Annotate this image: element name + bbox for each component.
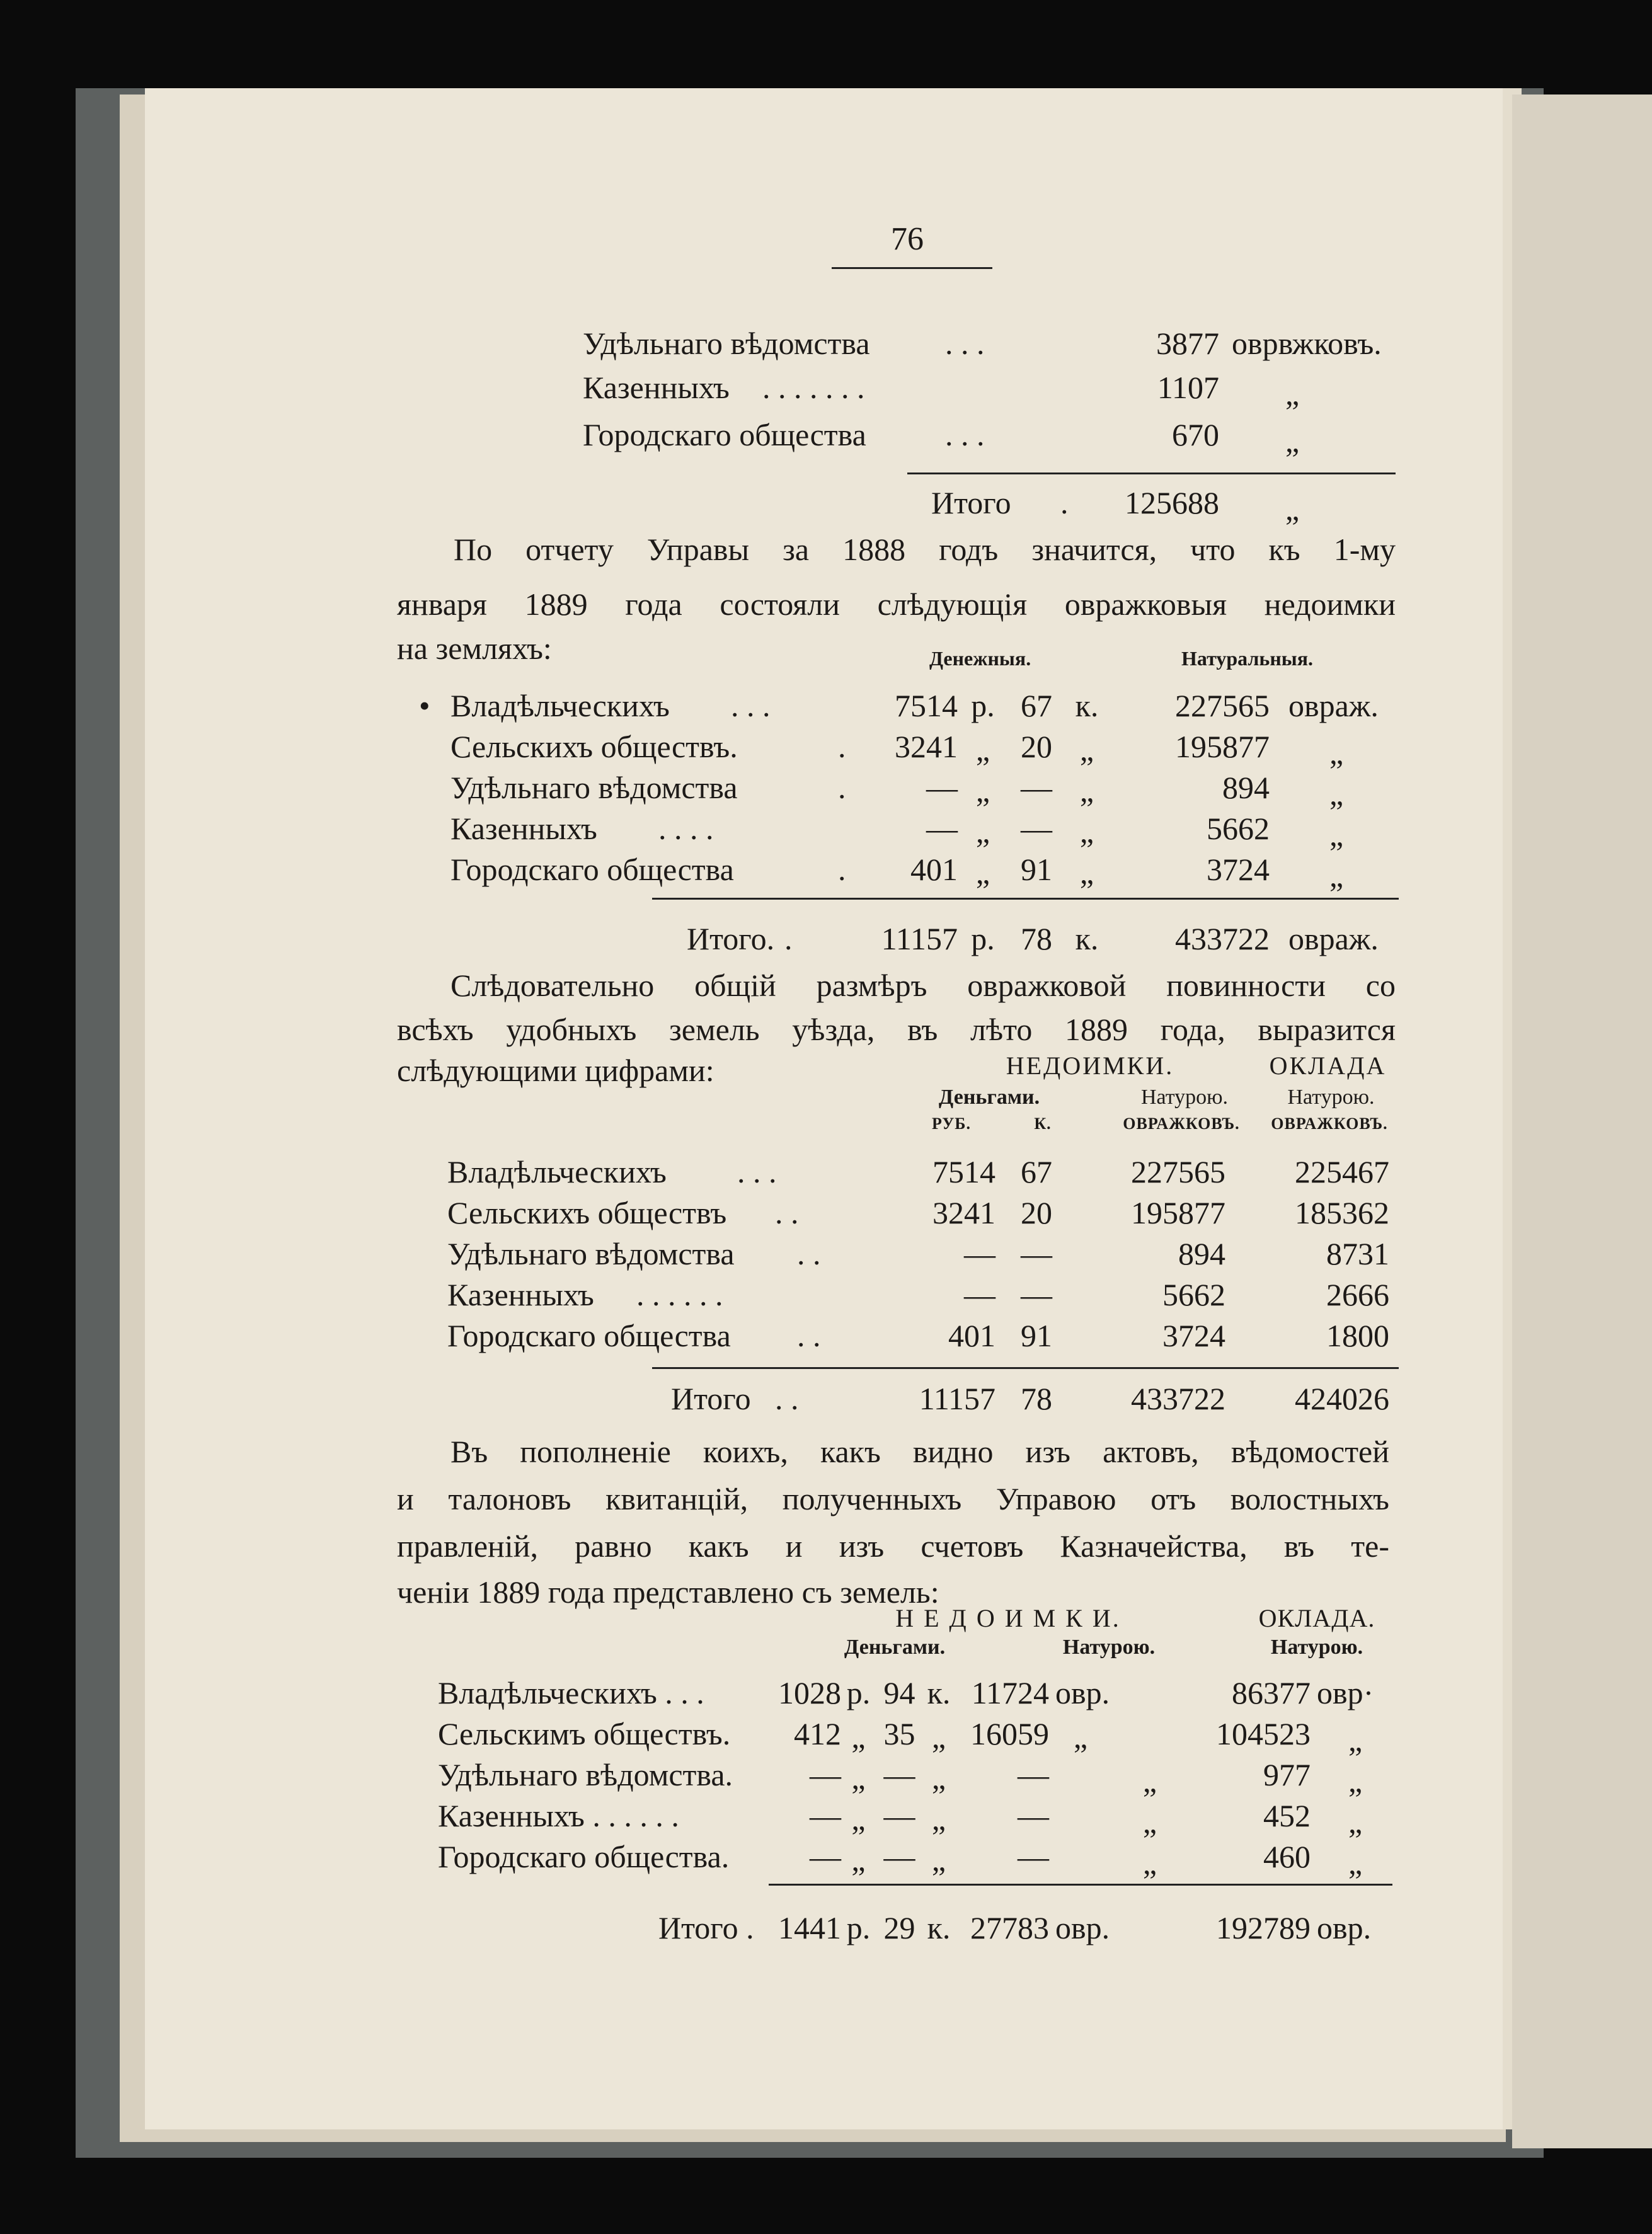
t3-kop: 20: [1021, 1195, 1052, 1230]
t2-r: „: [975, 855, 990, 890]
t2-label: Удѣльнаго вѣдомства: [450, 770, 738, 805]
t4-r: „: [851, 1760, 866, 1796]
t4-ou: овр·: [1317, 1675, 1374, 1710]
t4-nu: овр.: [1055, 1675, 1110, 1710]
t3-dots: . . . . . .: [636, 1277, 723, 1312]
t1-label: Городскаго общества: [583, 417, 866, 452]
t2-label: Казенныхъ: [450, 811, 597, 846]
p1-line: на земляхъ:: [397, 631, 552, 666]
t4-kop: —: [883, 1798, 915, 1833]
t4-total-r: р.: [846, 1910, 871, 1945]
t3-okl: 225467: [1295, 1154, 1389, 1189]
t2-unit: „: [1329, 817, 1344, 852]
p3-line: и талоновъ квитанцій, полученныхъ Управою отъ волостныхъ: [397, 1481, 1389, 1516]
t2-k: „: [1079, 814, 1094, 849]
t1-value: 670: [1172, 417, 1219, 452]
t3-h-nat: Натурою.: [1140, 1085, 1229, 1109]
t2-r: р.: [971, 688, 995, 723]
t1-value: 3877: [1156, 326, 1219, 361]
t3-total-nat: 433722: [1131, 1381, 1225, 1416]
t4-okl: 452: [1263, 1798, 1311, 1833]
t3-nat: 3724: [1162, 1318, 1225, 1353]
t3-kop: —: [1021, 1236, 1052, 1271]
t2-nat: 227565: [1175, 688, 1270, 723]
t2-dots: . . . .: [658, 811, 714, 846]
t2-label: Городскаго общества: [450, 852, 734, 887]
t3-h-nat2: Натурою.: [1287, 1085, 1375, 1109]
t2-dots: .: [838, 770, 846, 805]
t4-nu: „: [1073, 1719, 1088, 1755]
t1-dots: . . .: [945, 326, 985, 361]
t4-kop: —: [883, 1839, 915, 1874]
t3-dots: . .: [797, 1318, 821, 1353]
t3-label: Сельскихъ обществъ: [447, 1195, 727, 1230]
t4-h-nat2: Натурою.: [1270, 1635, 1363, 1659]
bullet-mark: •: [419, 688, 430, 723]
t2-total-r: р.: [971, 921, 995, 956]
p2-line: всѣхъ удобныхъ земель уѣзда, въ лѣто 1889 года, выразится: [397, 1012, 1396, 1047]
t3-h-money: Деньгами.: [938, 1085, 1040, 1109]
t3-label: Городскаго общества: [447, 1318, 731, 1353]
t4-rub: —: [810, 1757, 841, 1792]
t2-nat: 894: [1222, 770, 1270, 805]
t2-k: к.: [1075, 688, 1099, 723]
t2-total-rule: [652, 898, 1399, 900]
t4-ou: „: [1348, 1804, 1363, 1840]
t2-nat: 5662: [1207, 811, 1270, 846]
t4-k: „: [931, 1719, 946, 1755]
t4-rub: —: [810, 1798, 841, 1833]
t4-nat: 16059: [970, 1716, 1049, 1751]
p3-line: ченіи 1889 года представлено съ земель:: [397, 1574, 939, 1610]
t2-unit: „: [1329, 776, 1344, 811]
t2-r: „: [975, 814, 990, 849]
t2-total-unit: овраж.: [1288, 921, 1379, 956]
t2-r: „: [975, 773, 990, 808]
t2-total-dots: .: [784, 921, 793, 956]
t3-okl: 2666: [1326, 1277, 1389, 1312]
facing-page-edge: [1512, 95, 1652, 2148]
t3-dots: . . .: [737, 1154, 777, 1189]
t3-total-okl: 424026: [1295, 1381, 1389, 1416]
t2-dots: .: [838, 852, 846, 887]
t3-total-dots: . .: [775, 1381, 799, 1416]
t2-total-k: к.: [1075, 921, 1099, 956]
t1-total-dots: .: [1060, 485, 1069, 520]
t4-h-money: Деньгами.: [844, 1635, 946, 1659]
t1-total-value: 125688: [1125, 485, 1219, 520]
t3-label: Владѣльческихъ: [447, 1154, 667, 1189]
t2-rub: 7514: [895, 688, 958, 723]
t4-ou: „: [1348, 1722, 1363, 1758]
t1-total-rule: [907, 473, 1396, 474]
t3-kop: 67: [1021, 1154, 1052, 1189]
t2-unit: „: [1329, 735, 1344, 770]
t3-nat: 227565: [1131, 1154, 1225, 1189]
t2-kop: —: [1021, 811, 1052, 846]
t3-rub: 3241: [932, 1195, 995, 1230]
t3-total-rub: 11157: [919, 1381, 995, 1416]
p3-line: правленій, равно какъ и изъ счетовъ Казначейства, въ те-: [397, 1528, 1389, 1564]
t1-value: 1107: [1157, 370, 1219, 405]
t2-unit: „: [1329, 858, 1344, 893]
t2-rub: 401: [910, 852, 958, 887]
t4-r: „: [851, 1801, 866, 1836]
t4-kop: 35: [883, 1716, 915, 1751]
t1-unit: „: [1285, 423, 1300, 459]
t2-r: „: [975, 732, 990, 767]
t4-r: р.: [846, 1675, 871, 1710]
t3-okl: 8731: [1326, 1236, 1389, 1271]
t3-total-label: Итого: [671, 1381, 751, 1416]
t4-total-ou: овр.: [1317, 1910, 1372, 1945]
t4-label: Владѣльческихъ . . .: [438, 1675, 704, 1710]
t2-total-kop: 78: [1021, 921, 1052, 956]
p2-line: слѣдующими цифрами:: [397, 1053, 714, 1088]
t2-k: „: [1079, 855, 1094, 890]
t4-rub: 412: [794, 1716, 841, 1751]
t4-kop: 94: [883, 1675, 915, 1710]
t2-unit: овраж.: [1288, 688, 1379, 723]
t4-h-nedoimki: Н Е Д О И М К И.: [895, 1604, 1121, 1632]
t4-okl: 104523: [1216, 1716, 1311, 1751]
t4-k: „: [931, 1842, 946, 1877]
t3-rub: —: [964, 1236, 995, 1271]
t4-r: „: [851, 1719, 866, 1755]
t3-h-nedoimki: НЕДОИМКИ.: [1006, 1051, 1174, 1080]
t2-rub: —: [926, 811, 958, 846]
t4-h-nat: Натурою.: [1062, 1635, 1156, 1659]
t4-k: „: [931, 1760, 946, 1796]
t3-u-ovr: ОВРАЖКОВЪ.: [1123, 1114, 1240, 1133]
t3-label: Удѣльнаго вѣдомства: [447, 1236, 735, 1271]
t1-label: Казенныхъ: [583, 370, 730, 405]
t3-okl: 1800: [1326, 1318, 1389, 1353]
t4-k: к.: [927, 1675, 951, 1710]
t2-k: „: [1079, 732, 1094, 767]
t4-nat: —: [1018, 1839, 1049, 1874]
t3-label: Казенныхъ: [447, 1277, 594, 1312]
t2-dots: . . .: [731, 688, 771, 723]
p1-line: января 1889 года состояли слѣдующія овражковыя недоимки: [397, 587, 1396, 622]
t1-dots: . . . . . . .: [762, 370, 865, 405]
t3-total-rule: [652, 1367, 1399, 1369]
t4-nu: „: [1142, 1763, 1157, 1799]
t2-rub: 3241: [895, 729, 958, 764]
t2-total-rub: 11157: [881, 921, 958, 956]
t3-u-rub: РУБ.: [931, 1114, 971, 1133]
t4-total-rub: 1441: [778, 1910, 841, 1945]
t4-total-k: к.: [927, 1910, 951, 1945]
t4-nu: „: [1142, 1804, 1157, 1840]
t4-label: Казенныхъ . . . . . .: [438, 1798, 679, 1833]
page-number: 76: [891, 221, 924, 257]
t3-nat: 894: [1178, 1236, 1225, 1271]
t4-nu: „: [1142, 1845, 1157, 1881]
t4-total-label: Итого .: [658, 1910, 754, 1945]
p3-line: Въ пополненіе коихъ, какъ видно изъ актовъ, вѣдомостей: [450, 1434, 1389, 1469]
t1-unit: „: [1285, 376, 1300, 411]
t4-total-kop: 29: [883, 1910, 915, 1945]
t2-col-nat: Натуральныя.: [1181, 647, 1314, 670]
t3-rub: —: [964, 1277, 995, 1312]
t4-label: Городскаго общества.: [438, 1839, 730, 1874]
t4-okl: 86377: [1232, 1675, 1311, 1710]
t3-rub: 401: [948, 1318, 995, 1353]
t1-unit: оврвжковъ.: [1232, 326, 1382, 361]
t3-total-kop: 78: [1021, 1381, 1052, 1416]
t2-kop: 91: [1021, 852, 1052, 887]
t2-rub: —: [926, 770, 958, 805]
t4-rub: —: [810, 1839, 841, 1874]
t2-nat: 3724: [1207, 852, 1270, 887]
t4-label: Сельскимъ обществъ.: [438, 1716, 731, 1751]
t4-total-rule: [769, 1884, 1392, 1886]
t3-okl: 185362: [1295, 1195, 1389, 1230]
t3-u-ovr2: ОВРАЖКОВЪ.: [1271, 1114, 1388, 1133]
t4-ou: „: [1348, 1763, 1363, 1799]
t4-r: „: [851, 1842, 866, 1877]
p2-line: Слѣдовательно общій размѣръ овражковой повинности со: [450, 968, 1396, 1003]
t4-k: „: [931, 1801, 946, 1836]
t1-total-unit: „: [1285, 491, 1300, 527]
t4-nat: 11724: [971, 1675, 1049, 1710]
t3-dots: . .: [797, 1236, 821, 1271]
t1-dots: . . .: [945, 417, 985, 452]
t4-total-nu: овр.: [1055, 1910, 1110, 1945]
t4-label: Удѣльнаго вѣдомства.: [438, 1757, 733, 1792]
t2-kop: —: [1021, 770, 1052, 805]
t3-dots: . .: [775, 1195, 799, 1230]
t3-rub: 7514: [932, 1154, 995, 1189]
t4-okl: 977: [1263, 1757, 1311, 1792]
t2-k: „: [1079, 773, 1094, 808]
page-number-rule: [832, 267, 992, 269]
t2-kop: 67: [1021, 688, 1052, 723]
t3-nat: 195877: [1131, 1195, 1225, 1230]
t4-rub: 1028: [778, 1675, 841, 1710]
t3-kop: 91: [1021, 1318, 1052, 1353]
t4-nat: —: [1018, 1798, 1049, 1833]
t4-nat: —: [1018, 1757, 1049, 1792]
t3-kop: —: [1021, 1277, 1052, 1312]
t1-total-label: Итого: [931, 485, 1011, 520]
t4-kop: —: [883, 1757, 915, 1792]
t4-total-okl: 192789: [1216, 1910, 1311, 1945]
t2-kop: 20: [1021, 729, 1052, 764]
t3-h-oklada: ОКЛАДА: [1269, 1051, 1387, 1080]
t4-ou: „: [1348, 1845, 1363, 1881]
t2-label: Сельскихъ обществъ.: [450, 729, 738, 764]
t2-nat: 195877: [1175, 729, 1270, 764]
p1-line: По отчету Управы за 1888 годъ значится, что къ 1-му: [454, 532, 1396, 567]
t2-label: Владѣльческихъ: [450, 688, 670, 723]
t4-h-oklada: ОКЛАДА.: [1258, 1604, 1375, 1632]
t4-okl: 460: [1263, 1839, 1311, 1874]
t3-nat: 5662: [1162, 1277, 1225, 1312]
t2-col-money: Денежныя.: [929, 647, 1031, 670]
t3-u-k: К.: [1034, 1114, 1052, 1133]
t1-label: Удѣльнаго вѣдомства: [583, 326, 870, 361]
t2-dots: .: [838, 729, 846, 764]
t4-total-nat: 27783: [970, 1910, 1049, 1945]
t2-total-label: Итого.: [687, 921, 775, 956]
t2-total-nat: 433722: [1175, 921, 1270, 956]
